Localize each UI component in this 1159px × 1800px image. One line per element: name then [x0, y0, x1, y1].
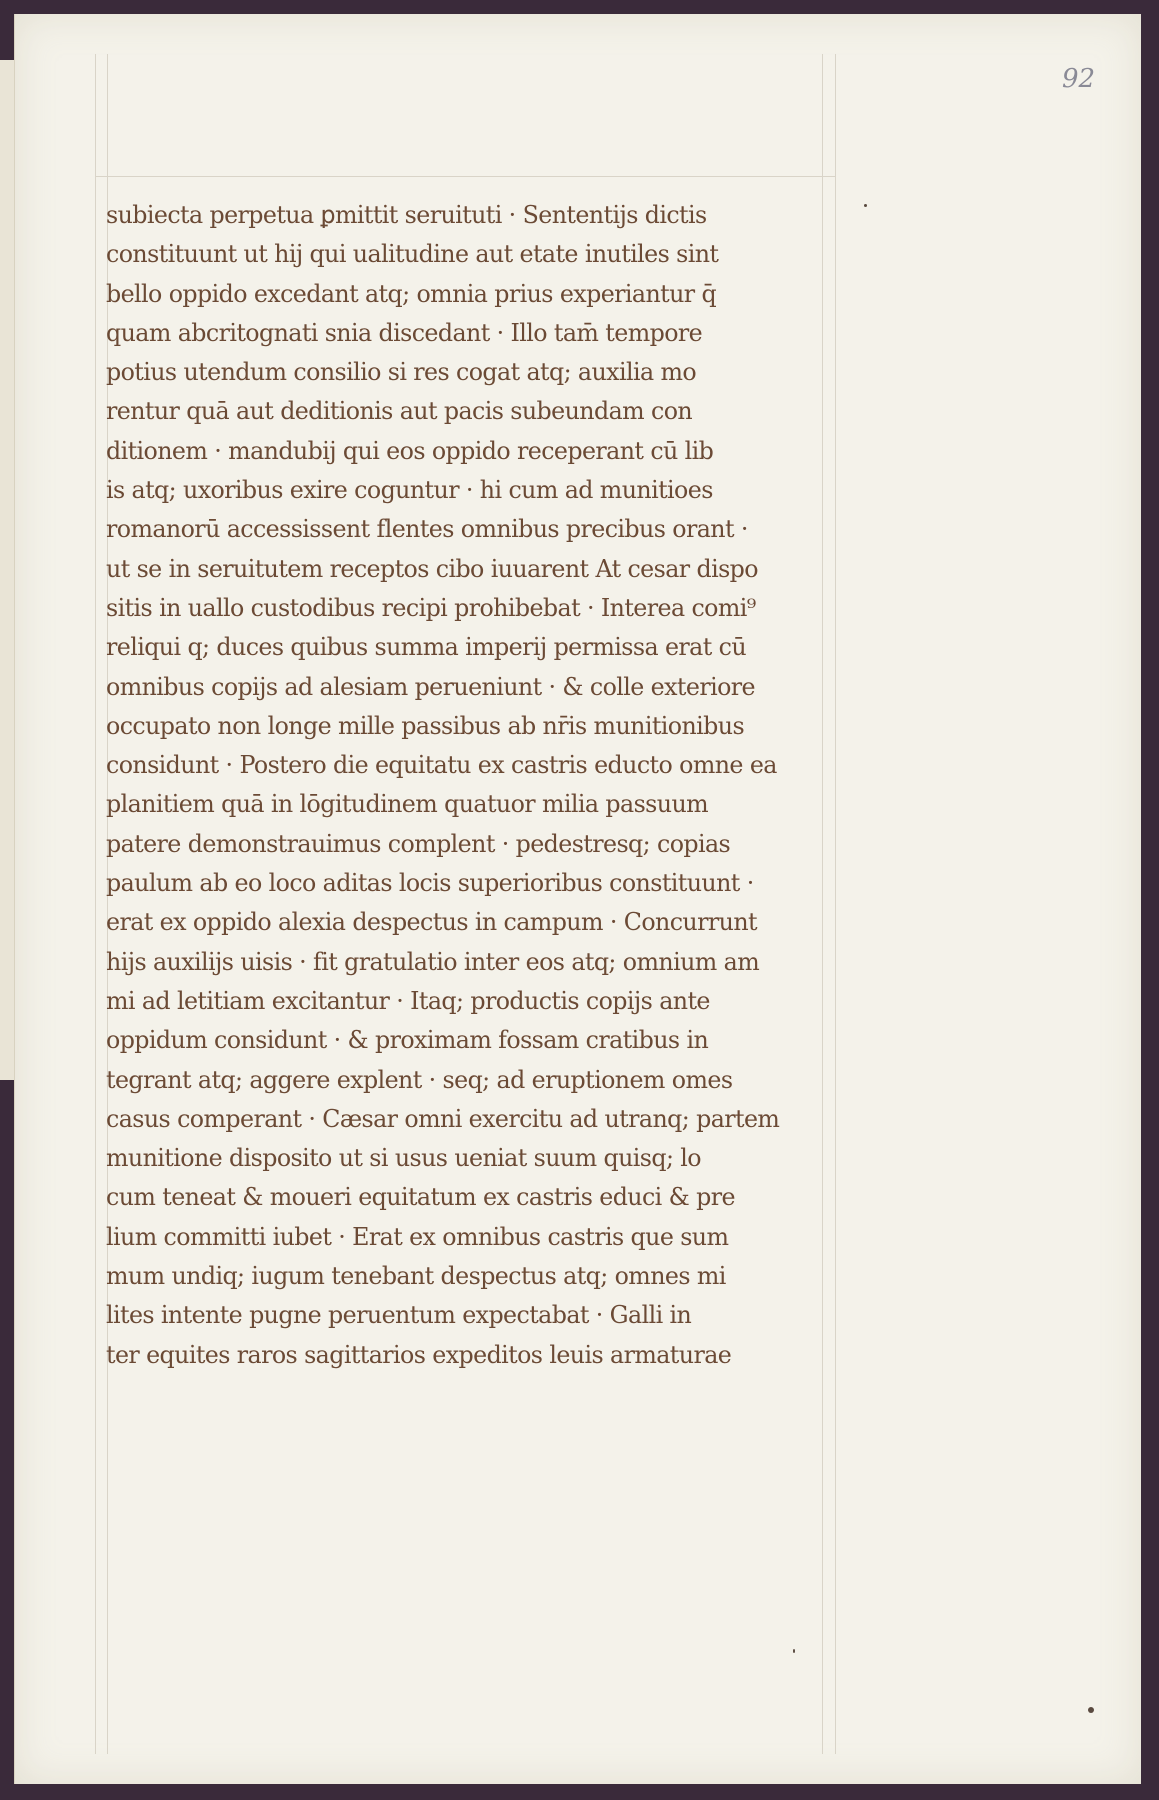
text-line: subiecta perpetua ꝑmittit seruituti · Sententijs dictis: [106, 201, 707, 229]
manuscript-text-block: [106, 196, 826, 1375]
text-line: potius utendum consilio si res cogat atq; auxilia mo: [106, 358, 697, 387]
margin-dot-lower: [793, 1649, 795, 1653]
text-line: munitione disposito ut si usus ueniat suum quisq; lo: [106, 1144, 702, 1173]
text-line: cum teneat & moueri equitatum ex castris educi & pre: [106, 1183, 735, 1212]
text-line: bello oppido excedant atq; omnia prius experiantur q̄: [106, 279, 717, 308]
ruling-top: [95, 176, 835, 177]
text-line: lium committi iubet · Erat ex omnibus castris que sum: [106, 1222, 729, 1251]
text-line: omnibus copijs ad alesiam perueniunt · & colle exteriore: [106, 672, 755, 701]
text-line: occupato non longe mille passibus ab nr̄is munitionibus: [106, 711, 745, 740]
text-line: mi ad letitiam excitantur · Itaq; productis copijs ante: [106, 986, 710, 1015]
text-line: casus comperant · Cæsar omni exercitu ad utranq; partem: [106, 1104, 780, 1133]
text-line: sitis in uallo custodibus recipi prohibebat · Interea comi⁹: [106, 593, 756, 622]
text-line: ditionem · mandubij qui eos oppido receperant cū lib: [106, 436, 714, 465]
text-line: romanorū accessissent flentes omnibus precibus orant ·: [106, 515, 748, 544]
text-line: mum undiq; iugum tenebant despectus atq; omnes mi: [106, 1262, 726, 1291]
margin-dot: [864, 204, 867, 207]
text-line: tegrant atq; aggere explent · seq; ad eruptionem omes: [106, 1065, 733, 1094]
text-line: constituunt ut hij qui ualitudine aut etate inutiles sint: [106, 240, 719, 269]
folio-number: 92: [1062, 64, 1096, 94]
ruling-left-outer: [95, 54, 96, 1754]
text-line: lites intente pugne peruentum expectabat · Galli in: [106, 1301, 692, 1330]
corner-mark: [1088, 1707, 1094, 1713]
text-line: patere demonstrauimus complent · pedestresq; copias: [106, 829, 731, 858]
text-line: paulum ab eo loco aditas locis superioribus constituunt ·: [106, 869, 754, 898]
text-line: reliqui q; duces quibus summa imperij permissa erat cū: [106, 633, 747, 662]
text-line: ter equites raros sagittarios expeditos leuis armaturae: [106, 1340, 732, 1369]
previous-page-edge: [0, 60, 14, 1080]
text-line: ut se in seruitutem receptos cibo iuuarent At cesar dispo: [106, 554, 758, 583]
text-line: oppidum considunt · & proximam fossam cratibus in: [106, 1026, 709, 1055]
text-line: rentur quā aut deditionis aut pacis subeundam con: [106, 397, 693, 426]
ruling-right-outer: [835, 54, 836, 1754]
text-line: quam abcritognati snia discedant · Illo tam̄ tempore: [106, 318, 703, 347]
text-line: erat ex oppido alexia despectus in campum · Concurrunt: [106, 908, 757, 937]
text-line: considunt · Postero die equitatu ex castris educto omne ea: [106, 751, 777, 780]
text-line: planitiem quā in lōgitudinem quatuor milia passuum: [106, 790, 709, 819]
text-line: is atq; uxoribus exire coguntur · hi cum ad munitioes: [106, 476, 713, 505]
text-line: hijs auxilijs uisis · fit gratulatio inter eos atq; omnium am: [106, 947, 760, 976]
